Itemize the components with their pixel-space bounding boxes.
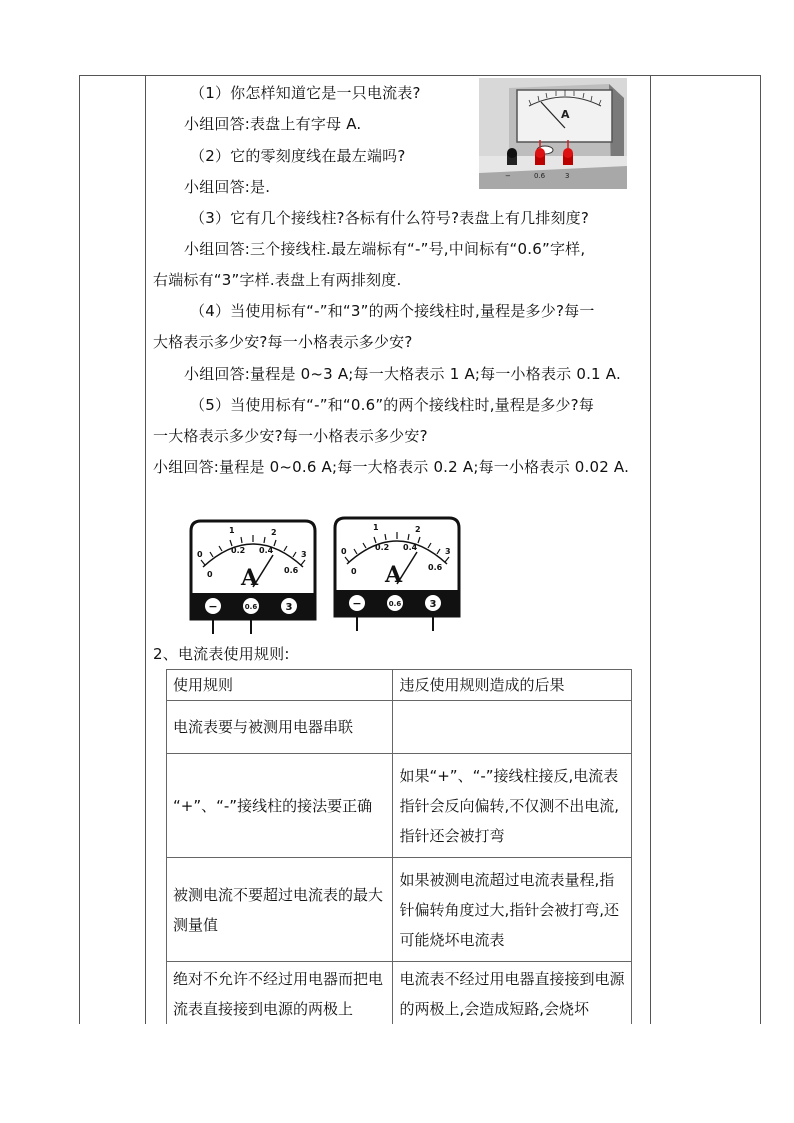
table-row [167, 858, 632, 962]
right-dial-top-3: 3 [445, 547, 451, 556]
table-cell: 被测电流不要超过电流表的最大测量值 [167, 858, 393, 962]
left-terminal-3: 3 [285, 602, 293, 613]
ammeter-dial-left [189, 519, 317, 634]
table-row [167, 701, 632, 754]
answer-3-line-2: 右端标有“3”字样.表盘上有两排刻度. [153, 271, 402, 289]
question-3: （3）它有几个接线柱?各标有什么符号?表盘上有几排刻度? [190, 209, 590, 227]
photo-terminal-minus: − [505, 172, 511, 180]
question-5-line-2: 一大格表示多少安?每一小格表示多少安? [153, 427, 428, 445]
rules-table [166, 669, 632, 1024]
table-header-row [167, 670, 632, 701]
outer-col-left [79, 75, 80, 1024]
table-row [167, 754, 632, 858]
table-header-cell: 违反使用规则造成的后果 [393, 670, 632, 701]
right-terminal-3: 3 [429, 599, 437, 610]
answer-4: 小组回答:量程是 0~3 A;每一大格表示 1 A;每一小格表示 0.1 A. [184, 365, 621, 383]
left-dial-bottom-1: 0.2 [231, 546, 246, 555]
photo-terminal-3: 3 [565, 172, 570, 180]
answer-5: 小组回答:量程是 0~0.6 A;每一大格表示 0.2 A;每一小格表示 0.02 A. [153, 458, 630, 476]
left-dial-bottom-2: 0.4 [259, 546, 274, 555]
outer-col-2 [145, 75, 146, 1024]
left-dial-top-2: 2 [271, 528, 277, 537]
rules-table-container [166, 669, 636, 1024]
left-dial-letter: A [241, 565, 259, 591]
table-cell: 绝对不允许不经过用电器而把电流表直接接到电源的两极上 [167, 962, 393, 1025]
table-cell: 电流表要与被测用电器串联 [167, 701, 393, 754]
question-4-line-1: （4）当使用标有“-”和“3”的两个接线柱时,量程是多少?每一 [190, 302, 595, 320]
right-dial-bottom-1: 0.2 [375, 543, 390, 552]
ammeter-photo [479, 78, 627, 189]
right-dial-top-1: 1 [373, 523, 379, 532]
right-dial-top-2: 2 [415, 525, 421, 534]
table-cell: 电流表不经过用电器直接接到电源的两极上,会造成短路,会烧坏 [393, 962, 632, 1025]
left-terminal-minus: − [208, 600, 218, 613]
outer-col-3 [650, 75, 651, 1024]
section-title: 2、电流表使用规则: [153, 645, 290, 663]
left-dial-top-0: 0 [197, 550, 203, 559]
ammeter-dial-right [333, 516, 461, 631]
outer-table-top [79, 75, 760, 76]
answer-1: 小组回答:表盘上有字母 A. [184, 115, 362, 133]
question-1: （1）你怎样知道它是一只电流表? [190, 84, 421, 102]
photo-dial-letter: A [561, 108, 570, 121]
right-terminal-minus: − [352, 597, 362, 610]
answer-2: 小组回答:是. [184, 178, 271, 196]
right-dial-top-0: 0 [341, 547, 347, 556]
question-4-line-2: 大格表示多少安?每一小格表示多少安? [153, 333, 413, 351]
question-5-line-1: （5）当使用标有“-”和“0.6”的两个接线柱时,量程是多少?每 [190, 396, 595, 414]
right-terminal-06: 0.6 [388, 600, 402, 608]
left-dial-bottom-0: 0 [207, 570, 213, 579]
left-dial-top-1: 1 [229, 526, 235, 535]
outer-col-right [760, 75, 761, 1024]
table-cell: “+”、“-”接线柱的接法要正确 [167, 754, 393, 858]
left-dial-top-3: 3 [301, 550, 307, 559]
right-dial-bottom-2: 0.4 [403, 543, 418, 552]
table-header-cell: 使用规则 [167, 670, 393, 701]
left-dial-bottom-3: 0.6 [284, 566, 299, 575]
photo-terminal-06: 0.6 [534, 172, 546, 180]
answer-3-line-1: 小组回答:三个接线柱.最左端标有“-”号,中间标有“0.6”字样, [184, 240, 586, 258]
table-row [167, 962, 632, 1025]
right-dial-bottom-3: 0.6 [428, 563, 443, 572]
table-cell: 如果“+”、“-”接线柱接反,电流表指针会反向偏转,不仅测不出电流,指针还会被打弯 [393, 754, 632, 858]
table-cell: 如果被测电流超过电流表量程,指针偏转角度过大,指针会被打弯,还可能烧坏电流表 [393, 858, 632, 962]
right-dial-letter: A [385, 562, 403, 588]
table-cell [393, 701, 632, 754]
left-terminal-06: 0.6 [244, 603, 258, 611]
question-2: （2）它的零刻度线在最左端吗? [190, 147, 406, 165]
right-dial-bottom-0: 0 [351, 567, 357, 576]
